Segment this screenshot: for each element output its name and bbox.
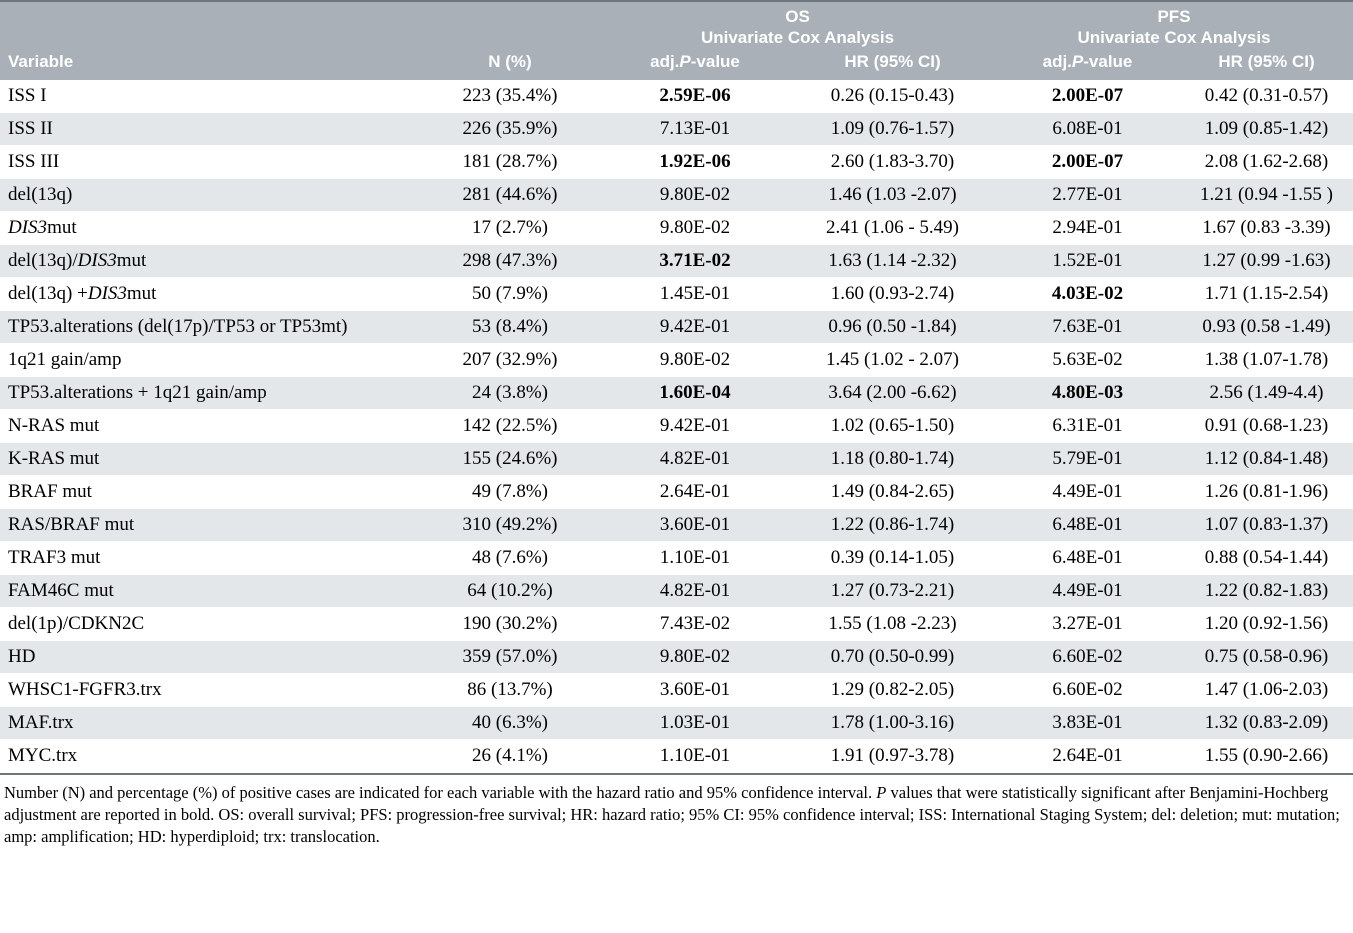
cell-pfs-pvalue: 6.48E-01 [995,541,1180,574]
cell-os-pvalue: 1.45E-01 [600,277,790,310]
cell-os-hr: 1.02 (0.65-1.50) [790,409,995,442]
cell-os-pvalue: 2.59E-06 [600,80,790,113]
cell-variable: TP53.alterations (del(17p)/TP53 or TP53mt) [0,310,420,343]
table-row [0,508,1353,541]
cell-os-pvalue: 4.82E-01 [600,442,790,475]
cell-pfs-pvalue: 2.64E-01 [995,739,1180,772]
cell-variable: RAS/BRAF mut [0,508,420,541]
cell-pfs-hr: 0.93 (0.58 -1.49) [1180,310,1353,343]
header-spacer-n [420,2,600,49]
column-header-os-hr: HR (95% CI) [790,49,995,80]
cell-os-pvalue: 1.10E-01 [600,739,790,772]
table-row [0,211,1353,244]
table-row [0,112,1353,145]
cell-variable: DIS3mut [0,211,420,244]
cell-n-percent: 53 (8.4%) [420,310,600,343]
table-row [0,376,1353,409]
cell-n-percent: 298 (47.3%) [420,244,600,277]
cell-os-pvalue: 9.80E-02 [600,211,790,244]
cell-pfs-hr: 1.38 (1.07-1.78) [1180,343,1353,376]
cell-os-hr: 0.96 (0.50 -1.84) [790,310,995,343]
cell-os-hr: 1.27 (0.73-2.21) [790,574,995,607]
cell-pfs-hr: 2.56 (1.49-4.4) [1180,376,1353,409]
cell-pfs-pvalue: 3.27E-01 [995,607,1180,640]
cell-n-percent: 142 (22.5%) [420,409,600,442]
cell-pfs-pvalue: 2.00E-07 [995,145,1180,178]
cell-os-pvalue: 2.64E-01 [600,475,790,508]
cell-pfs-pvalue: 4.49E-01 [995,574,1180,607]
cell-os-hr: 1.63 (1.14 -2.32) [790,244,995,277]
cell-variable: WHSC1-FGFR3.trx [0,673,420,706]
cell-os-hr: 1.49 (0.84-2.65) [790,475,995,508]
cell-pfs-hr: 1.26 (0.81-1.96) [1180,475,1353,508]
cell-pfs-pvalue: 4.03E-02 [995,277,1180,310]
table-row [0,343,1353,376]
cell-os-pvalue: 1.92E-06 [600,145,790,178]
cell-pfs-pvalue: 5.63E-02 [995,343,1180,376]
cell-pfs-hr: 0.91 (0.68-1.23) [1180,409,1353,442]
cell-os-hr: 0.70 (0.50-0.99) [790,640,995,673]
cell-variable: del(1p)/CDKN2C [0,607,420,640]
cell-os-hr: 0.39 (0.14-1.05) [790,541,995,574]
cell-variable: MYC.trx [0,739,420,772]
cell-n-percent: 281 (44.6%) [420,178,600,211]
cell-variable: BRAF mut [0,475,420,508]
cell-variable: HD [0,640,420,673]
cell-os-hr: 1.60 (0.93-2.74) [790,277,995,310]
header-group-os [600,2,995,49]
cell-variable: TRAF3 mut [0,541,420,574]
cell-n-percent: 190 (30.2%) [420,607,600,640]
cell-os-hr: 1.78 (1.00-3.16) [790,706,995,739]
cell-variable: ISS III [0,145,420,178]
cell-pfs-hr: 1.07 (0.83-1.37) [1180,508,1353,541]
cell-os-pvalue: 1.10E-01 [600,541,790,574]
cell-os-pvalue: 3.60E-01 [600,673,790,706]
cell-os-hr: 1.09 (0.76-1.57) [790,112,995,145]
cell-variable: del(13q) [0,178,420,211]
cell-variable: del(13q) +DIS3mut [0,277,420,310]
column-header-pfs-hr: HR (95% CI) [1180,49,1353,80]
cell-pfs-hr: 1.47 (1.06-2.03) [1180,673,1353,706]
header-group-os-title: OS [785,7,810,26]
cell-os-hr: 2.41 (1.06 - 5.49) [790,211,995,244]
cell-n-percent: 155 (24.6%) [420,442,600,475]
cell-pfs-pvalue: 2.94E-01 [995,211,1180,244]
cell-os-pvalue: 1.03E-01 [600,706,790,739]
table-row [0,277,1353,310]
cell-pfs-hr: 1.71 (1.15-2.54) [1180,277,1353,310]
table-row [0,442,1353,475]
table-row [0,673,1353,706]
cell-n-percent: 223 (35.4%) [420,80,600,113]
cell-variable: MAF.trx [0,706,420,739]
cell-pfs-pvalue: 6.60E-02 [995,673,1180,706]
cell-os-pvalue: 9.80E-02 [600,640,790,673]
cell-pfs-hr: 1.67 (0.83 -3.39) [1180,211,1353,244]
cell-os-pvalue: 1.60E-04 [600,376,790,409]
cell-os-hr: 1.91 (0.97-3.78) [790,739,995,772]
cell-variable: N-RAS mut [0,409,420,442]
header-spacer-variable [0,2,420,49]
header-column-row [0,49,1353,80]
header-group-row [0,2,1353,49]
cell-n-percent: 26 (4.1%) [420,739,600,772]
header-group-os-subtitle: Univariate Cox Analysis [700,28,895,48]
cell-n-percent: 86 (13.7%) [420,673,600,706]
table-header [0,2,1353,80]
table-row [0,409,1353,442]
table-row [0,310,1353,343]
cell-os-hr: 1.18 (0.80-1.74) [790,442,995,475]
cell-pfs-pvalue: 2.77E-01 [995,178,1180,211]
os-p-italic: P [679,51,691,71]
univariate-cox-analysis-table [0,2,1353,773]
column-header-os-pvalue [600,49,790,80]
cell-variable: ISS II [0,112,420,145]
table-row [0,607,1353,640]
cell-os-hr: 2.60 (1.83-3.70) [790,145,995,178]
cell-os-hr: 1.29 (0.82-2.05) [790,673,995,706]
cell-n-percent: 24 (3.8%) [420,376,600,409]
cell-pfs-hr: 1.27 (0.99 -1.63) [1180,244,1353,277]
cell-variable: ISS I [0,80,420,113]
cell-n-percent: 226 (35.9%) [420,112,600,145]
cell-pfs-hr: 0.88 (0.54-1.44) [1180,541,1353,574]
cell-pfs-hr: 1.12 (0.84-1.48) [1180,442,1353,475]
cell-pfs-hr: 0.75 (0.58-0.96) [1180,640,1353,673]
cell-pfs-pvalue: 6.08E-01 [995,112,1180,145]
cell-n-percent: 207 (32.9%) [420,343,600,376]
cell-pfs-pvalue: 1.52E-01 [995,244,1180,277]
cell-pfs-hr: 0.42 (0.31-0.57) [1180,80,1353,113]
cell-os-hr: 1.45 (1.02 - 2.07) [790,343,995,376]
cell-pfs-hr: 1.09 (0.85-1.42) [1180,112,1353,145]
cell-n-percent: 64 (10.2%) [420,574,600,607]
cell-n-percent: 40 (6.3%) [420,706,600,739]
cell-pfs-hr: 1.21 (0.94 -1.55 ) [1180,178,1353,211]
table-row [0,574,1353,607]
cell-os-pvalue: 9.80E-02 [600,178,790,211]
cell-n-percent: 49 (7.8%) [420,475,600,508]
pfs-p-suffix: -value [1083,51,1133,71]
table-row [0,475,1353,508]
cell-pfs-hr: 1.20 (0.92-1.56) [1180,607,1353,640]
cell-n-percent: 310 (49.2%) [420,508,600,541]
table-row [0,244,1353,277]
cell-pfs-pvalue: 4.49E-01 [995,475,1180,508]
table-body [0,80,1353,773]
cell-pfs-pvalue: 6.48E-01 [995,508,1180,541]
cell-os-pvalue: 7.13E-01 [600,112,790,145]
cell-variable: FAM46C mut [0,574,420,607]
cell-n-percent: 181 (28.7%) [420,145,600,178]
header-group-pfs-subtitle: Univariate Cox Analysis [1077,28,1271,48]
cell-os-pvalue: 3.71E-02 [600,244,790,277]
cell-os-pvalue: 4.82E-01 [600,574,790,607]
cell-n-percent: 17 (2.7%) [420,211,600,244]
cell-pfs-pvalue: 6.60E-02 [995,640,1180,673]
cell-os-hr: 1.46 (1.03 -2.07) [790,178,995,211]
cell-pfs-pvalue: 2.00E-07 [995,80,1180,113]
cell-os-pvalue: 9.42E-01 [600,310,790,343]
cell-os-pvalue: 3.60E-01 [600,508,790,541]
table-row [0,145,1353,178]
cell-os-pvalue: 7.43E-02 [600,607,790,640]
column-header-n: N (%) [420,49,600,80]
table-row [0,541,1353,574]
cell-os-hr: 1.22 (0.86-1.74) [790,508,995,541]
cell-variable: K-RAS mut [0,442,420,475]
table-footnote: Number (N) and percentage (%) of positive cases are indicated for each variable with the hazard ratio and 95% confidence interval. P values that were statistically significant after Benjamini-Hochberg adjustment are reported in bold. OS: overall survival; PFS: progression-free survival; HR: hazard ratio; 95% CI: 95% confidence interval; ISS: International Staging System; del: deletion; mut: mutation; amp: amplification; HD: hyperdiploid; trx: translocation. [4,782,1340,847]
cell-pfs-pvalue: 3.83E-01 [995,706,1180,739]
cell-pfs-pvalue: 4.80E-03 [995,376,1180,409]
pfs-p-italic: P [1071,51,1084,71]
cell-pfs-pvalue: 7.63E-01 [995,310,1180,343]
os-p-prefix: adj. [650,51,680,71]
pfs-p-prefix: adj. [1042,51,1072,71]
cell-pfs-hr: 1.22 (0.82-1.83) [1180,574,1353,607]
header-group-pfs [995,2,1353,49]
cell-pfs-hr: 2.08 (1.62-2.68) [1180,145,1353,178]
cell-variable: del(13q)/DIS3mut [0,244,420,277]
cell-os-hr: 1.55 (1.08 -2.23) [790,607,995,640]
table-row [0,80,1353,113]
cell-n-percent: 359 (57.0%) [420,640,600,673]
cell-pfs-pvalue: 6.31E-01 [995,409,1180,442]
table-row [0,178,1353,211]
cell-variable: TP53.alterations + 1q21 gain/amp [0,376,420,409]
column-header-pfs-pvalue [995,49,1180,80]
cell-os-pvalue: 9.42E-01 [600,409,790,442]
cell-variable: 1q21 gain/amp [0,343,420,376]
table-row [0,640,1353,673]
os-p-suffix: -value [690,51,740,71]
cell-os-pvalue: 9.80E-02 [600,343,790,376]
cell-n-percent: 50 (7.9%) [420,277,600,310]
table-row [0,706,1353,739]
table-row [0,739,1353,772]
cell-os-hr: 3.64 (2.00 -6.62) [790,376,995,409]
column-header-variable: Variable [0,49,420,80]
header-group-pfs-title: PFS [1157,7,1191,26]
cell-pfs-pvalue: 5.79E-01 [995,442,1180,475]
cell-os-hr: 0.26 (0.15-0.43) [790,80,995,113]
cell-n-percent: 48 (7.6%) [420,541,600,574]
cell-pfs-hr: 1.55 (0.90-2.66) [1180,739,1353,772]
cell-pfs-hr: 1.32 (0.83-2.09) [1180,706,1353,739]
